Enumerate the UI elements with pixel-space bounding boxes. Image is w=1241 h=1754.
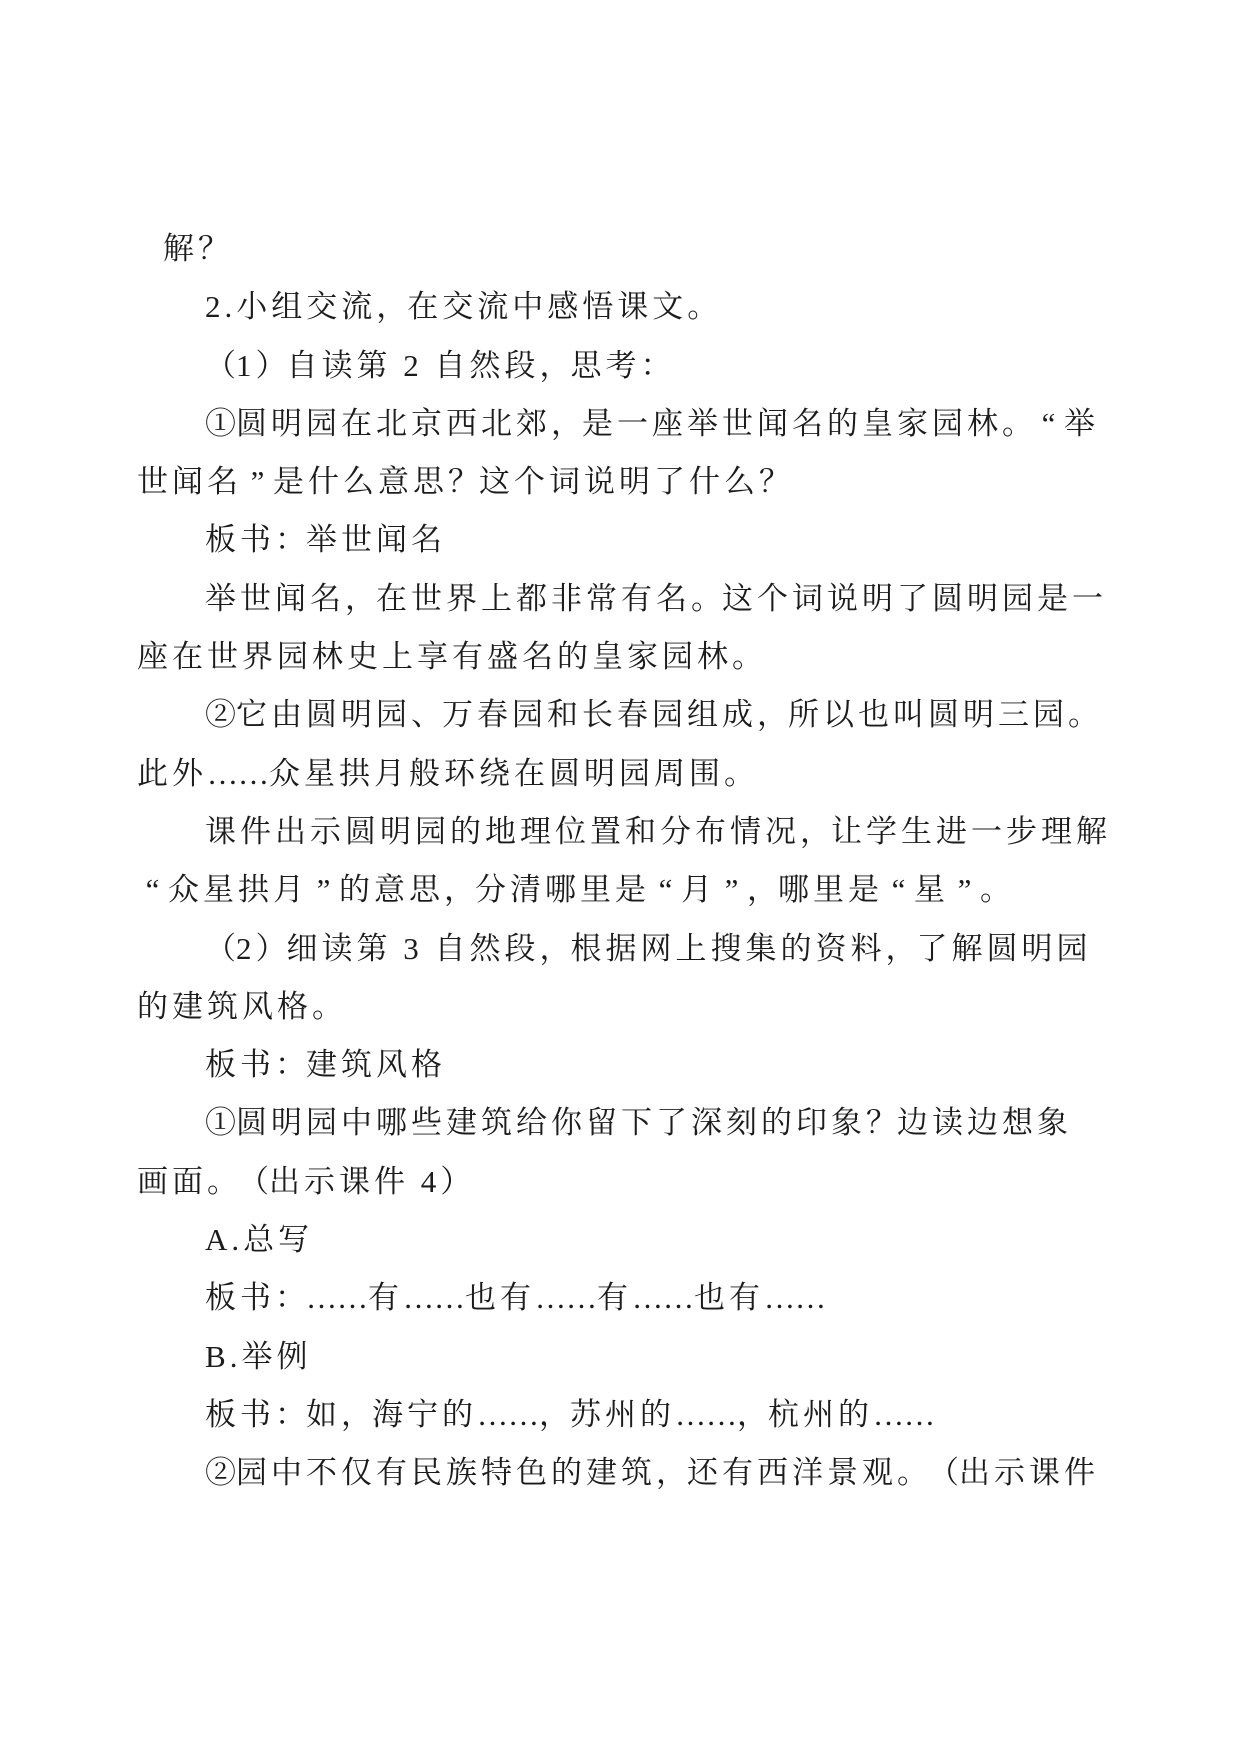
text-line-10: 此外……众星拱月般环绕在圆明园周围。: [137, 745, 1117, 803]
fullwidth-char: 。: [980, 872, 1011, 908]
fullwidth-char: …: [675, 1396, 706, 1432]
fullwidth-char: ，: [800, 813, 831, 849]
fullwidth-char: “: [658, 872, 673, 908]
fullwidth-char: …: [508, 1396, 539, 1432]
fullwidth-char: …: [337, 1280, 368, 1316]
fullwidth-char: 。: [312, 988, 343, 1024]
fullwidth-char: 。: [691, 580, 722, 616]
fullwidth-char: ：: [275, 1047, 306, 1083]
fullwidth-char: …: [477, 1396, 508, 1432]
fullwidth-char: ，: [747, 872, 778, 908]
fullwidth-char: （: [238, 1163, 269, 1199]
fullwidth-char: ？: [759, 464, 790, 500]
text-line-13: （2）细读第 3 自然段，根据网上搜集的资料，了解圆明园: [137, 920, 1117, 978]
fullwidth-char: ，: [444, 872, 475, 908]
text-line-19: 板书：……有……也有……有……也有……: [137, 1269, 1117, 1327]
fullwidth-char: ”: [957, 872, 972, 908]
fullwidth-char: …: [238, 755, 269, 791]
text-line-7: 举世闻名，在世界上都非常有名。这个词说明了圆明园是一: [137, 570, 1117, 628]
fullwidth-char: ”: [250, 464, 265, 500]
text-block: [137, 220, 1117, 1503]
fullwidth-char: ，: [539, 347, 571, 383]
fullwidth-char: ②: [205, 1455, 236, 1491]
fullwidth-char: “: [891, 872, 906, 908]
text-line-1: 解？: [137, 220, 1117, 278]
text-line-18: A.总写: [205, 1222, 314, 1258]
fullwidth-char: ？: [448, 464, 479, 500]
fullwidth-char: ，: [539, 930, 571, 966]
fullwidth-char: ？: [198, 231, 229, 266]
text-line-22: ②园中不仅有民族特色的建筑，还有西洋景观。（出示课件: [137, 1444, 1117, 1502]
fullwidth-char: …: [306, 1280, 337, 1316]
fullwidth-char: 。: [897, 1455, 928, 1491]
fullwidth-char: “: [145, 872, 160, 908]
fullwidth-char: ②: [205, 697, 236, 733]
fullwidth-char: …: [403, 1280, 434, 1316]
fullwidth-char: ：: [275, 1396, 306, 1432]
fullwidth-char: 。: [1068, 697, 1099, 733]
fullwidth-char: ，: [885, 930, 917, 966]
fullwidth-char: ，: [539, 1396, 570, 1432]
fullwidth-char: ，: [757, 697, 788, 733]
fullwidth-char: 。: [724, 755, 755, 791]
text-line-8: 座在世界园林史上享有盛名的皇家园林。: [137, 628, 1117, 686]
fullwidth-char: ，: [551, 405, 582, 441]
text-line-12: “ 众星拱月 ” 的意思，分清哪里是 “ 月 ” ，哪里是 “ 星 ” 。: [137, 861, 1117, 919]
fullwidth-char: …: [795, 1280, 826, 1316]
fullwidth-char: …: [566, 1280, 597, 1316]
fullwidth-char: ，: [341, 1396, 372, 1432]
fullwidth-char: （: [205, 930, 236, 966]
text-line-6: 板书：举世闻名: [137, 511, 1117, 569]
fullwidth-char: …: [434, 1280, 465, 1316]
fullwidth-char: 。: [732, 639, 763, 675]
fullwidth-char: …: [706, 1396, 737, 1432]
fullwidth-char: 。: [207, 1163, 238, 1199]
fullwidth-char: ：: [275, 1280, 306, 1316]
text-line-3: （1）自读第 2 自然段，思考：: [137, 337, 1117, 395]
fullwidth-char: ”: [724, 872, 739, 908]
text-line-11: 课件出示圆明园的地理位置和分布情况，让学生进一步理解: [137, 803, 1117, 861]
fullwidth-char: ，: [376, 289, 408, 325]
fullwidth-char: ）: [440, 1163, 472, 1199]
text-line-21: 板书：如，海宁的……，苏州的……，杭州的……: [137, 1386, 1117, 1444]
fullwidth-char: ？: [866, 1105, 897, 1141]
fullwidth-char: …: [904, 1396, 935, 1432]
fullwidth-char: 、: [411, 697, 442, 733]
fullwidth-char: ①: [205, 405, 236, 441]
fullwidth-char: 。: [1002, 405, 1033, 441]
text-line-9: ②它由圆明园、万春园和长春园组成，所以也叫圆明三园。: [137, 686, 1117, 744]
text-line-14: 的建筑风格。: [137, 978, 1117, 1036]
fullwidth-char: ：: [275, 522, 306, 558]
fullwidth-char: ”: [316, 872, 331, 908]
fullwidth-char: …: [207, 755, 238, 791]
fullwidth-char: ）: [255, 930, 287, 966]
text-line-2: 2.小组交流，在交流中感悟课文。: [137, 278, 1117, 336]
text-line-17: 画面。（出示课件 4）: [137, 1153, 1117, 1211]
fullwidth-char: …: [535, 1280, 566, 1316]
fullwidth-char: （: [205, 347, 236, 383]
text-line-16: ①圆明园中哪些建筑给你留下了深刻的印象？边读边想象: [137, 1094, 1117, 1152]
fullwidth-char: ，: [656, 1455, 687, 1491]
fullwidth-char: ）: [255, 347, 287, 383]
text-line-20: B.举例: [205, 1338, 312, 1374]
fullwidth-char: ，: [737, 1396, 768, 1432]
text-line-5: 世闻名 ” 是什么意思？这个词说明了什么？: [137, 453, 1117, 511]
fullwidth-char: ，: [345, 580, 376, 616]
text-line-4: ①圆明园在北京西北郊，是一座举世闻名的皇家园林。 “ 举: [137, 395, 1117, 453]
fullwidth-char: “: [1041, 405, 1056, 441]
fullwidth-char: ：: [640, 347, 672, 383]
fullwidth-char: …: [764, 1280, 795, 1316]
text-line-15: 板书：建筑风格: [137, 1036, 1117, 1094]
fullwidth-char: …: [663, 1280, 694, 1316]
fullwidth-char: （: [928, 1455, 959, 1491]
fullwidth-char: ①: [205, 1105, 236, 1141]
fullwidth-char: …: [873, 1396, 904, 1432]
fullwidth-char: …: [632, 1280, 663, 1316]
fullwidth-char: 。: [687, 289, 719, 325]
